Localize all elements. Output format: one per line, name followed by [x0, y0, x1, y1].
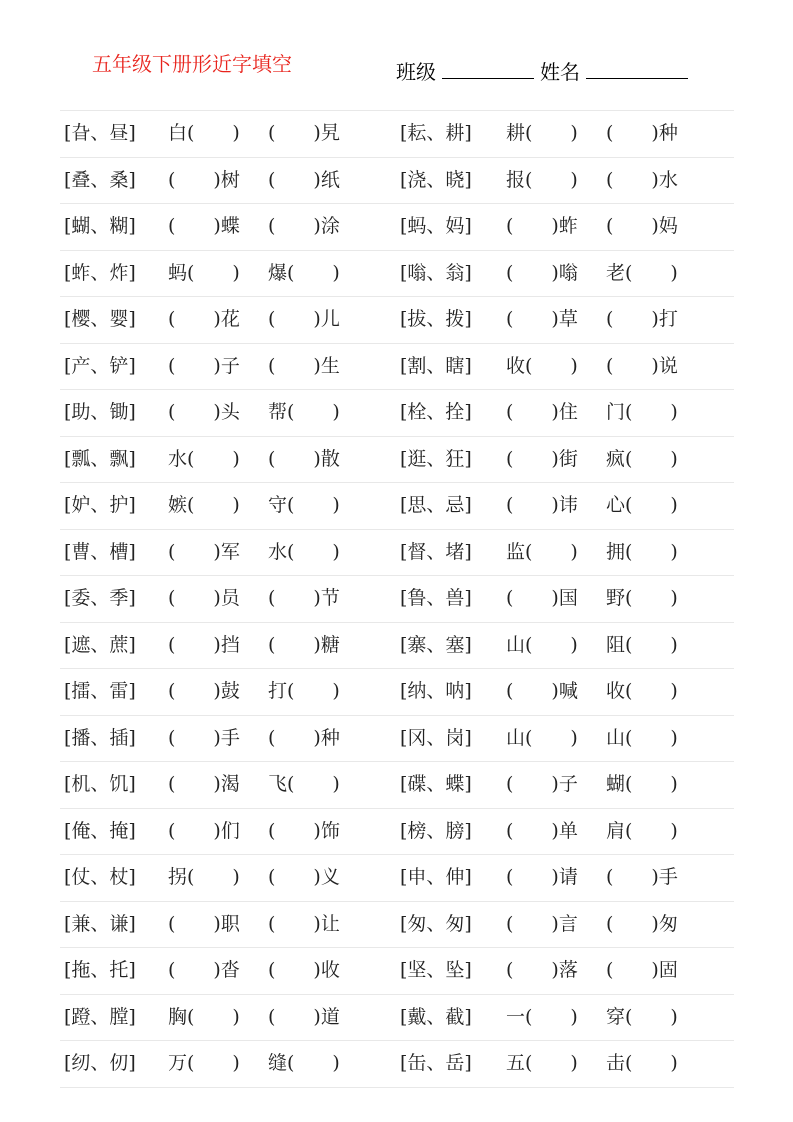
- right-blank-word-2[interactable]: ( )妈: [606, 215, 678, 237]
- left-blank-word-2[interactable]: ( )涂: [268, 215, 340, 237]
- right-blank-word-1[interactable]: 报( ): [506, 168, 578, 191]
- right-char-pair: [拔、拨]: [400, 308, 472, 330]
- right-blank-word-2[interactable]: 门( ): [606, 401, 678, 423]
- left-blank-word-1[interactable]: ( )花: [168, 308, 240, 330]
- right-blank-word-2[interactable]: ( )水: [606, 168, 678, 191]
- right-blank-word-2[interactable]: 肩( ): [606, 819, 678, 842]
- right-blank-word-2[interactable]: ( )匆: [606, 912, 678, 935]
- left-blank-word-2[interactable]: ( )生: [268, 354, 340, 377]
- right-char-pair: [思、忌]: [400, 494, 472, 516]
- left-blank-word-2[interactable]: 缝( ): [268, 1052, 340, 1074]
- left-blank-word-1[interactable]: ( )头: [168, 401, 240, 423]
- left-char-pair: [旮、昼]: [64, 122, 136, 144]
- right-blank-word-2[interactable]: 阻( ): [606, 633, 678, 656]
- left-char-pair: [樱、婴]: [64, 308, 136, 330]
- right-blank-word-1[interactable]: ( )国: [506, 587, 578, 609]
- right-blank-word-1[interactable]: ( )子: [506, 773, 578, 795]
- left-blank-word-1[interactable]: 水( ): [168, 447, 240, 470]
- right-blank-word-1[interactable]: ( )落: [506, 959, 578, 981]
- right-blank-word-2[interactable]: 拥( ): [606, 540, 678, 563]
- left-blank-word-1[interactable]: ( )员: [168, 587, 240, 609]
- exercise-row: [60, 715, 734, 762]
- right-char-pair: [匆、匆]: [400, 912, 472, 935]
- right-char-pair: [碟、蝶]: [400, 773, 472, 795]
- exercise-row: [60, 575, 734, 622]
- left-char-pair: [拖、托]: [64, 959, 136, 981]
- right-char-pair: [督、堵]: [400, 540, 472, 563]
- right-blank-word-1[interactable]: 收( ): [506, 354, 578, 377]
- exercise-row: [60, 668, 734, 715]
- left-char-pair: [遮、蔗]: [64, 633, 136, 656]
- exercise-row: [60, 203, 734, 250]
- right-blank-word-1[interactable]: ( )住: [506, 401, 578, 423]
- left-blank-word-1[interactable]: 蚂( ): [168, 261, 240, 284]
- right-blank-word-2[interactable]: 老( ): [606, 261, 678, 284]
- right-char-pair: [鲁、兽]: [400, 587, 472, 609]
- left-blank-word-2[interactable]: 帮( ): [268, 401, 340, 423]
- student-info: [396, 56, 688, 85]
- exercise-row: [60, 110, 734, 157]
- left-blank-word-1[interactable]: ( )们: [168, 819, 240, 842]
- right-blank-word-2[interactable]: ( )打: [606, 308, 678, 330]
- right-blank-word-1[interactable]: 监( ): [506, 540, 578, 563]
- right-char-pair: [冈、岗]: [400, 726, 472, 749]
- right-char-pair: [申、伸]: [400, 866, 472, 888]
- right-blank-word-2[interactable]: 心( ): [606, 494, 678, 516]
- exercise-row: [60, 343, 734, 390]
- exercise-row: [60, 1040, 734, 1088]
- right-blank-word-1[interactable]: ( )讳: [506, 494, 578, 516]
- left-char-pair: [擂、雷]: [64, 680, 136, 702]
- class-label: 班级: [396, 60, 436, 84]
- left-blank-word-2[interactable]: ( )纸: [268, 168, 340, 191]
- right-blank-word-1[interactable]: 山( ): [506, 633, 578, 656]
- right-blank-word-1[interactable]: 耕( ): [506, 122, 578, 144]
- right-blank-word-2[interactable]: 收( ): [606, 680, 678, 702]
- right-char-pair: [栓、拴]: [400, 401, 472, 423]
- left-char-pair: [蹬、膛]: [64, 1005, 136, 1028]
- right-blank-word-1[interactable]: 山( ): [506, 726, 578, 749]
- left-blank-word-1[interactable]: ( )树: [168, 168, 240, 191]
- left-char-pair: [妒、护]: [64, 494, 136, 516]
- left-char-pair: [仗、杖]: [64, 866, 136, 888]
- right-blank-word-2[interactable]: 山( ): [606, 726, 678, 749]
- exercise-row: [60, 389, 734, 436]
- right-blank-word-2[interactable]: 野( ): [606, 587, 678, 609]
- exercise-row: [60, 761, 734, 808]
- right-char-pair: [蚂、妈]: [400, 215, 472, 237]
- right-blank-word-2[interactable]: ( )种: [606, 122, 678, 144]
- exercise-row: [60, 622, 734, 669]
- right-blank-word-2[interactable]: 疯( ): [606, 447, 678, 470]
- worksheet-title: 五年级下册形近字填空: [92, 52, 292, 76]
- left-char-pair: [播、插]: [64, 726, 136, 749]
- right-blank-word-1[interactable]: ( )嗡: [506, 261, 578, 284]
- exercise-row: [60, 157, 734, 204]
- left-blank-word-2[interactable]: 打( ): [268, 680, 340, 702]
- exercise-row: [60, 250, 734, 297]
- right-char-pair: [割、瞎]: [400, 354, 472, 377]
- right-blank-word-2[interactable]: ( )固: [606, 959, 678, 981]
- right-blank-word-2[interactable]: 蝴( ): [606, 773, 678, 795]
- right-blank-word-1[interactable]: ( )街: [506, 447, 578, 470]
- right-blank-word-2[interactable]: ( )手: [606, 866, 678, 888]
- right-char-pair: [耘、耕]: [400, 122, 472, 144]
- class-blank[interactable]: [442, 60, 534, 79]
- exercise-row: [60, 529, 734, 576]
- left-blank-word-2[interactable]: ( )旯: [268, 122, 340, 144]
- left-char-pair: [叠、桑]: [64, 168, 136, 191]
- left-char-pair: [委、季]: [64, 587, 136, 609]
- left-blank-word-2[interactable]: ( )收: [268, 959, 340, 981]
- right-blank-word-1[interactable]: ( )单: [506, 819, 578, 842]
- left-char-pair: [蚱、炸]: [64, 261, 136, 284]
- right-blank-word-1[interactable]: ( )草: [506, 308, 578, 330]
- left-blank-word-1[interactable]: 白( ): [168, 122, 240, 144]
- right-char-pair: [坚、坠]: [400, 959, 472, 981]
- left-char-pair: [蝴、糊]: [64, 215, 136, 237]
- left-blank-word-2[interactable]: ( )糖: [268, 633, 340, 656]
- left-blank-word-1[interactable]: ( )蝶: [168, 215, 240, 237]
- right-char-pair: [纳、呐]: [400, 680, 472, 702]
- left-blank-word-2[interactable]: 飞( ): [268, 773, 340, 795]
- left-blank-word-2[interactable]: ( )种: [268, 726, 340, 749]
- left-blank-word-2[interactable]: 水( ): [268, 540, 340, 563]
- left-char-pair: [曹、槽]: [64, 540, 136, 563]
- left-blank-word-1[interactable]: ( )子: [168, 354, 240, 377]
- left-char-pair: [瓢、飘]: [64, 447, 136, 470]
- left-blank-word-1[interactable]: ( )挡: [168, 633, 240, 656]
- exercise-row: [60, 482, 734, 529]
- right-char-pair: [缶、岳]: [400, 1052, 472, 1074]
- exercise-row: [60, 901, 734, 948]
- left-blank-word-2[interactable]: ( )饰: [268, 819, 340, 842]
- left-blank-word-2[interactable]: ( )让: [268, 912, 340, 935]
- left-char-pair: [助、锄]: [64, 401, 136, 423]
- left-blank-word-2[interactable]: 守( ): [268, 494, 340, 516]
- left-blank-word-1[interactable]: 拐( ): [168, 866, 240, 888]
- name-label: 姓名: [540, 60, 580, 84]
- left-blank-word-1[interactable]: ( )沓: [168, 959, 240, 981]
- right-blank-word-2[interactable]: 穿( ): [606, 1005, 678, 1028]
- left-blank-word-1[interactable]: ( )渴: [168, 773, 240, 795]
- right-blank-word-1[interactable]: ( )请: [506, 866, 578, 888]
- exercise-row: [60, 994, 734, 1041]
- left-blank-word-2[interactable]: ( )节: [268, 587, 340, 609]
- exercise-row: [60, 808, 734, 855]
- left-blank-word-2[interactable]: ( )儿: [268, 308, 340, 330]
- right-char-pair: [浇、晓]: [400, 168, 472, 191]
- left-blank-word-2[interactable]: 爆( ): [268, 261, 340, 284]
- right-char-pair: [戴、截]: [400, 1005, 472, 1028]
- left-blank-word-1[interactable]: 胸( ): [168, 1005, 240, 1028]
- left-blank-word-1[interactable]: 万( ): [168, 1052, 240, 1074]
- right-blank-word-2[interactable]: ( )说: [606, 354, 678, 377]
- left-blank-word-1[interactable]: ( )手: [168, 726, 240, 749]
- left-char-pair: [产、铲]: [64, 354, 136, 377]
- right-blank-word-2[interactable]: 击( ): [606, 1052, 678, 1074]
- left-char-pair: [兼、谦]: [64, 912, 136, 935]
- right-blank-word-1[interactable]: ( )喊: [506, 680, 578, 702]
- left-char-pair: [纫、仞]: [64, 1052, 136, 1074]
- right-char-pair: [逛、狂]: [400, 447, 472, 470]
- right-char-pair: [寨、塞]: [400, 633, 472, 656]
- exercise-row: [60, 436, 734, 483]
- exercise-row: [60, 296, 734, 343]
- right-blank-word-1[interactable]: ( )言: [506, 912, 578, 935]
- left-blank-word-2[interactable]: ( )散: [268, 447, 340, 470]
- left-blank-word-1[interactable]: ( )职: [168, 912, 240, 935]
- name-blank[interactable]: [586, 60, 688, 79]
- right-char-pair: [嗡、翁]: [400, 261, 472, 284]
- left-blank-word-2[interactable]: ( )义: [268, 866, 340, 888]
- right-blank-word-1[interactable]: 五( ): [506, 1052, 578, 1074]
- right-blank-word-1[interactable]: 一( ): [506, 1005, 578, 1028]
- left-char-pair: [机、饥]: [64, 773, 136, 795]
- left-char-pair: [俺、掩]: [64, 819, 136, 842]
- exercise-row: [60, 947, 734, 994]
- exercise-table: [60, 110, 734, 1088]
- left-blank-word-1[interactable]: ( )鼓: [168, 680, 240, 702]
- right-blank-word-1[interactable]: ( )蚱: [506, 215, 578, 237]
- left-blank-word-2[interactable]: ( )道: [268, 1005, 340, 1028]
- left-blank-word-1[interactable]: 嫉( ): [168, 494, 240, 516]
- left-blank-word-1[interactable]: ( )军: [168, 540, 240, 563]
- right-char-pair: [榜、膀]: [400, 819, 472, 842]
- exercise-row: [60, 854, 734, 901]
